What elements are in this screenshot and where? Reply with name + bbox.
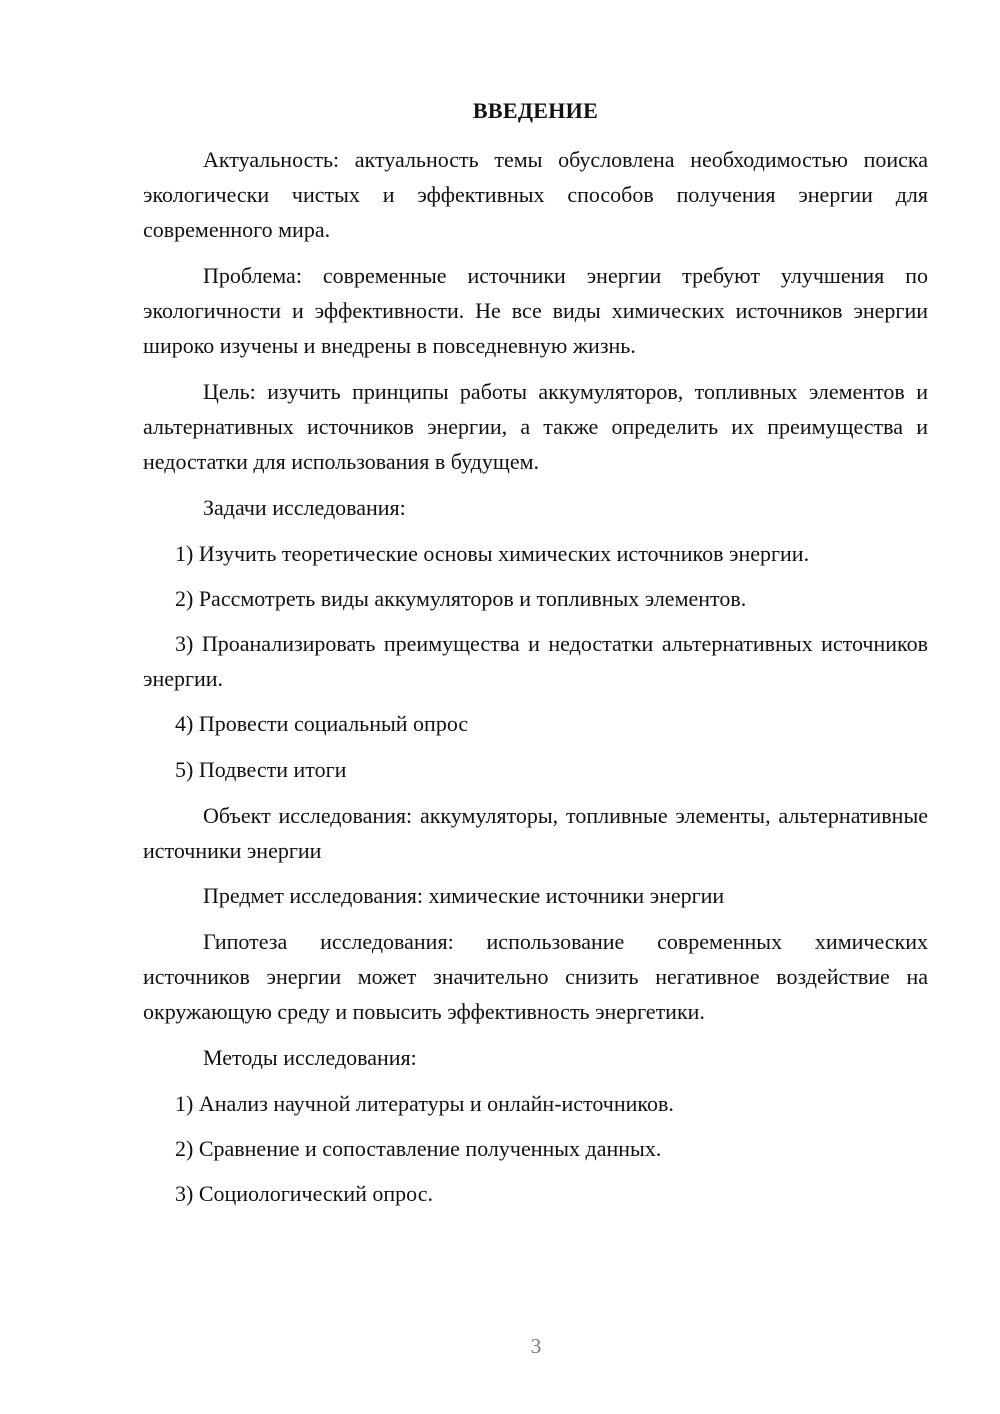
task-item-5: 5) Подвести итоги [175,757,347,782]
relevance-paragraph: Актуальность: актуальность темы обусловлена необходимостью поиска экологически чистых и эффективных способов получения энергии для современного мира. [143,147,928,242]
hypothesis-paragraph: Гипотеза исследования: использование современных химических источников энергии может значительно снизить негативное воздействие на окружающую среду и повысить эффективность энергетики. [143,929,928,1024]
method-item-2: 2) Сравнение и сопоставление полученных данных. [175,1136,662,1161]
task-item-2: 2) Рассмотреть виды аккумуляторов и топливных элементов. [175,586,747,611]
task-item-1: 1) Изучить теоретические основы химических источников энергии. [175,541,810,566]
methods-heading: Методы исследования: [203,1045,417,1070]
task-item-4: 4) Провести социальный опрос [175,711,469,736]
problem-paragraph: Проблема: современные источники энергии требуют улучшения по экологичности и эффективности. Не все виды химических источников энергии широко изучены и внедрены в повседневную жизнь. [143,263,928,358]
page-number: 3 [530,1334,542,1358]
subject-paragraph: Предмет исследования: химические источники энергии [203,883,725,908]
tasks-heading: Задачи исследования: [203,495,406,520]
goal-paragraph: Цель: изучить принципы работы аккумуляторов, топливных элементов и альтернативных источников энергии, а также определить их преимущества и недостатки для использования в будущем. [143,379,928,474]
page-title: ВВЕДЕНИЕ [472,98,599,123]
task-item-3: 3) Проанализировать преимущества и недостатки альтернативных источников энергии. [143,631,928,691]
method-item-3: 3) Социологический опрос. [175,1181,433,1206]
object-paragraph: Объект исследования: аккумуляторы, топливные элементы, альтернативные источники энергии [143,803,928,863]
method-item-1: 1) Анализ научной литературы и онлайн-источников. [175,1091,674,1116]
